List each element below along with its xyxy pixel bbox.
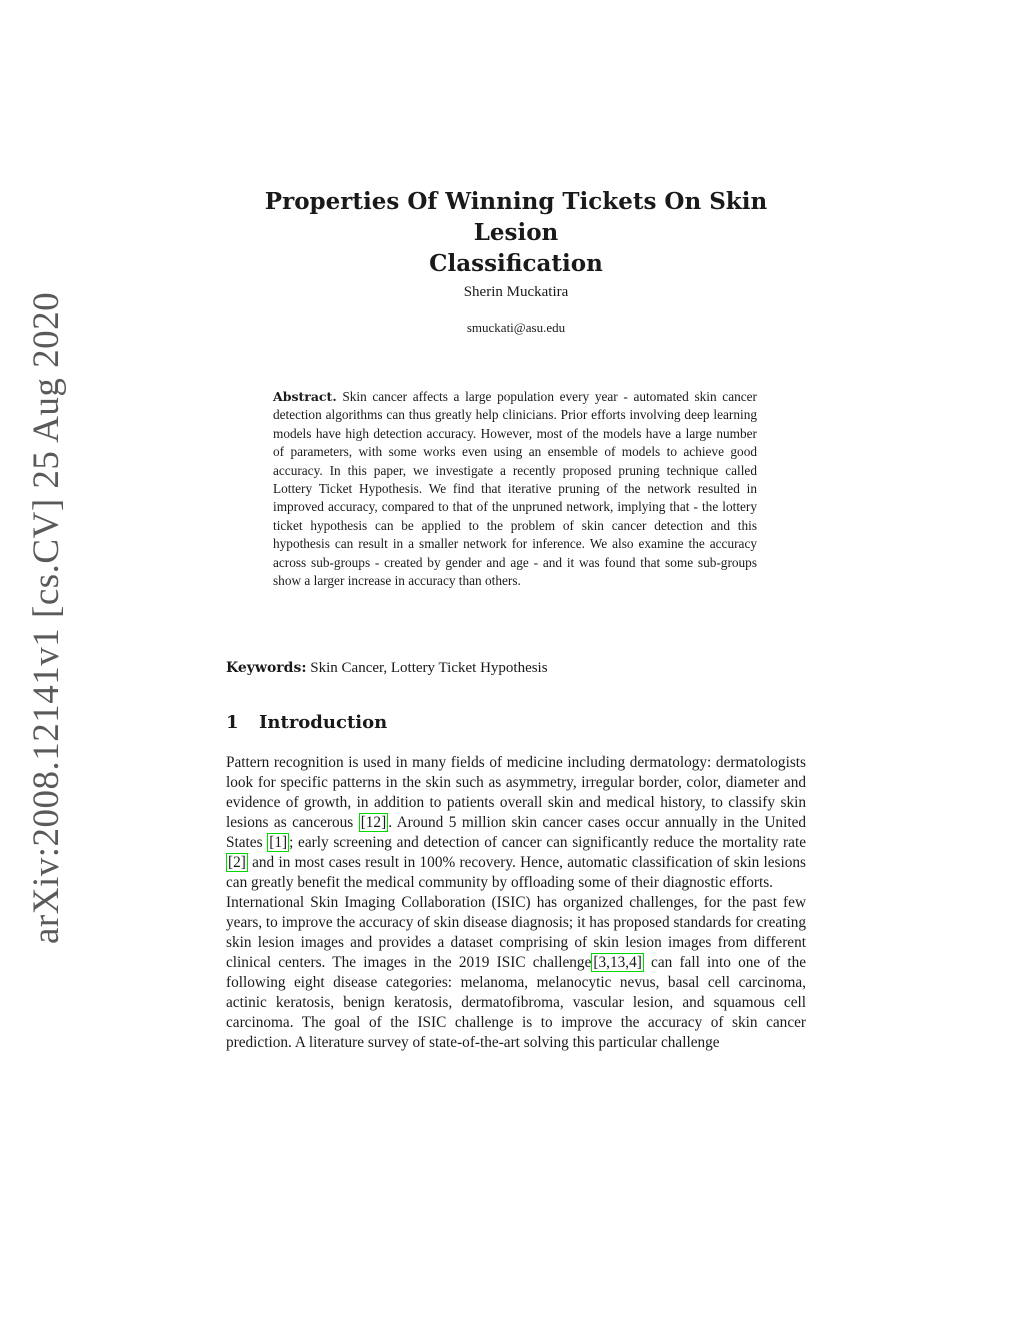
intro-paragraph-1 [226,753,806,893]
intro-text: . Around 5 million skin cancer cases occur annually in the United States [226,814,807,851]
author-email: smuckati@asu.edu [466,320,566,335]
abstract [273,388,757,590]
keywords [226,660,806,677]
abstract-text: Skin cancer affects a large population every year - automated skin cancer detection algorithms can thus greatly help clinicians. Prior efforts involving deep learning models have high detection accuracy. However, most of the models have a large number of parameters, with some works even using an ensemble of models to achieve good accuracy. In this paper, we investigate a recently proposed pruning technique called Lottery Ticket Hypothesis. We find that iterative pruning of the network resulted in improved accuracy, compared to that of the unpruned network, implying that - the lottery ticket hypothesis can be applied to the problem of skin cancer detection and this hypothesis can result in a smaller network for inference. We also examine the accuracy across sub-groups - created by gender and age - and it was found that some sub-groups show a larger increase in accuracy than others. [273,389,757,589]
intro-text: International Skin Imaging Collaboration (ISIC) has organized challenges, for the past few years, to improve the accuracy of skin disease diagnosis; it has proposed standards for creating skin lesion images and provides a dataset comprising of skin lesion images from different clinical centers. The images in the 2019 ISIC challenge [226,894,806,971]
author-name: Sherin Muckatira [463,284,569,300]
citation-link[interactable]: [2] [228,854,246,871]
intro-text: and in most cases result in 100% recovery. Hence, automatic classification of skin lesions can greatly benefit the medical community by offloading some of their diagnostic efforts. [226,854,806,891]
citation-link[interactable]: [3,13,4] [593,954,642,971]
section-number: 1 [226,712,239,733]
intro-text: Pattern recognition is used in many fields of medicine including dermatology: dermatologists look for specific patterns in the skin such as asymmetry, irregular border, color, diameter and evidence of growth, in addition to patients overall skin and medical history, to classify skin lesions as cancerous [226,754,806,831]
title-line-1: Properties Of Winning Tickets On Skin Lesion [264,188,768,246]
title-line-2: Classification [429,250,603,277]
citation-link[interactable]: [1] [269,834,288,851]
intro-text: can fall into one of the following eight disease categories: melanoma, melanocytic nevus, basal cell carcinoma, actinic keratosis, benign keratosis, dermatofibroma, vascular lesion, and squamous cell carcinoma. The goal of the ISIC challenge is to improve the accuracy of skin cancer prediction. A literature survey of state-of-the-art solving this particular challenge [226,954,807,1051]
paper-title [226,186,806,279]
section-title: Introduction [259,712,388,733]
keywords-text: Skin Cancer, Lottery Ticket Hypothesis [310,660,548,676]
arxiv-identifier: arXiv:2008.12141v1 [cs.CV] 25 Aug 2020 [26,291,67,944]
introduction-body [226,753,806,1053]
intro-text: ; early screening and detection of cancer can significantly reduce the mortality rate [289,834,806,851]
citation-link[interactable]: [12] [360,814,387,831]
section-heading-introduction [226,712,387,733]
intro-paragraph-2 [226,893,806,1053]
abstract-label: Abstract. [273,389,337,404]
keywords-label: Keywords: [226,660,307,676]
